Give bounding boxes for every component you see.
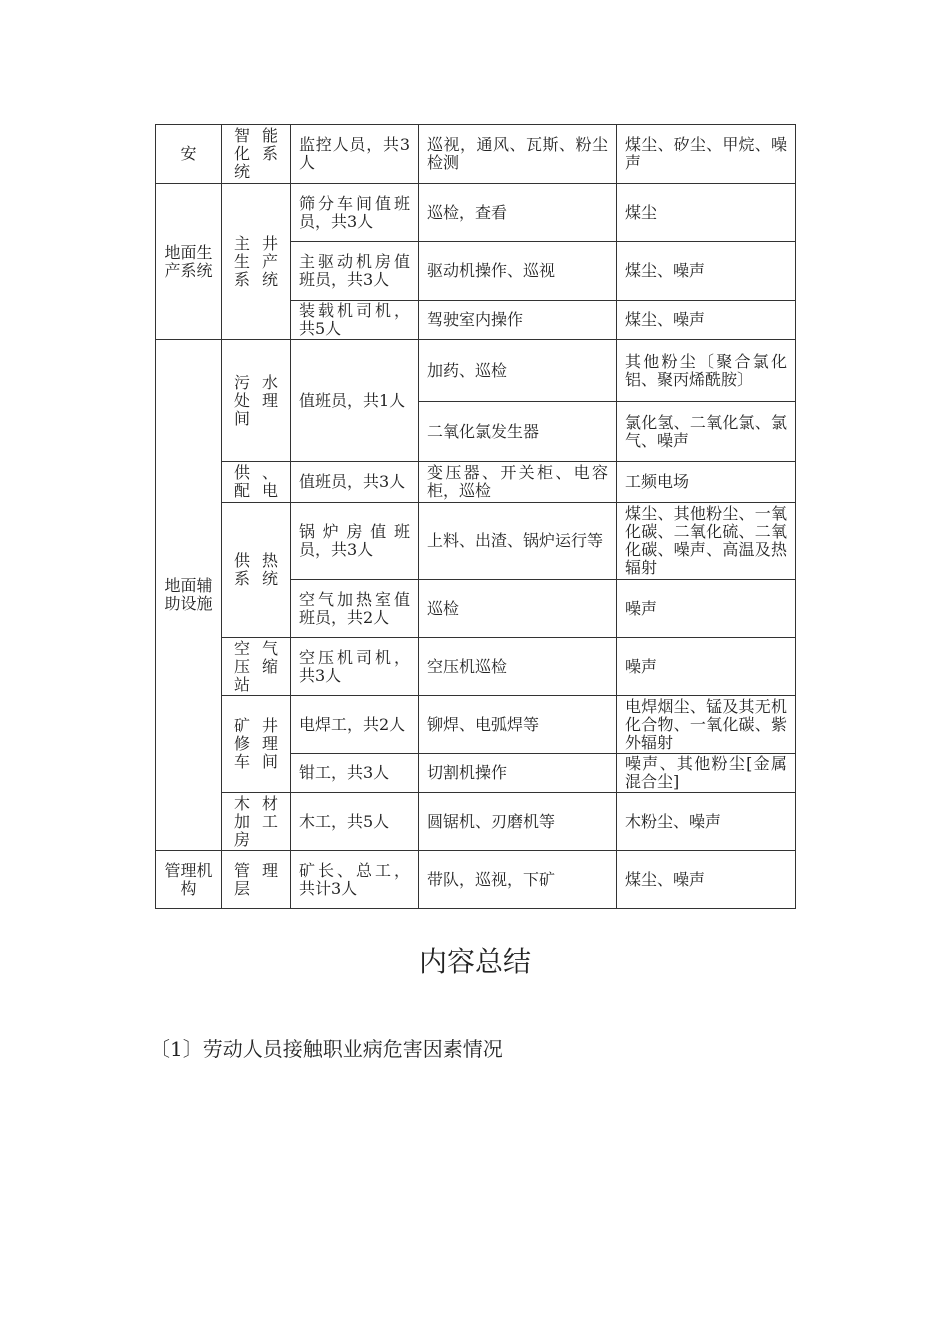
table-cell: 铆焊、电弧焊等 bbox=[419, 696, 617, 754]
table-cell: 上料、出渣、锅炉运行等 bbox=[419, 503, 617, 580]
table-cell: 电焊烟尘、锰及其无机化合物、一氧化碳、紫外辐射 bbox=[617, 696, 796, 754]
table-row bbox=[156, 340, 796, 402]
table-cell: 装载机司机，共5人 bbox=[291, 301, 419, 340]
table-row bbox=[156, 638, 796, 696]
table-cell: 二氧化氯发生器 bbox=[419, 402, 617, 462]
table-cell: 筛分车间值班员，共3人 bbox=[291, 184, 419, 242]
table-cell: 噪声、其他粉尘[金属混合尘] bbox=[617, 754, 796, 793]
table-cell: 空压机巡检 bbox=[419, 638, 617, 696]
hazard-table bbox=[155, 124, 796, 909]
table-cell: 供热系统 bbox=[222, 503, 291, 638]
table-cell: 木材加工房 bbox=[222, 793, 291, 851]
table-cell: 地面生产系统 bbox=[156, 184, 222, 340]
table-cell: 煤尘、噪声 bbox=[617, 301, 796, 340]
table-cell: 工频电场 bbox=[617, 462, 796, 503]
table-row bbox=[156, 125, 796, 184]
table-cell: 智能化系统 bbox=[222, 125, 291, 184]
table-cell: 空气加热室值班员，共2人 bbox=[291, 580, 419, 638]
table-cell: 污水处理间 bbox=[222, 340, 291, 462]
table-cell: 煤尘、噪声 bbox=[617, 242, 796, 301]
table-cell: 加药、巡检 bbox=[419, 340, 617, 402]
table-cell: 带队，巡视，下矿 bbox=[419, 851, 617, 909]
table-row bbox=[156, 696, 796, 754]
table-cell: 圆锯机、刃磨机等 bbox=[419, 793, 617, 851]
table-cell: 木粉尘、噪声 bbox=[617, 793, 796, 851]
table-cell: 煤尘、其他粉尘、一氧化碳、二氧化硫、二氧化碳、噪声、高温及热辐射 bbox=[617, 503, 796, 580]
table-cell: 驱动机操作、巡视 bbox=[419, 242, 617, 301]
table-cell: 供、配电 bbox=[222, 462, 291, 503]
table-cell: 煤尘 bbox=[617, 184, 796, 242]
table-cell: 巡视，通风、瓦斯、粉尘检测 bbox=[419, 125, 617, 184]
table-cell: 矿井修理车间 bbox=[222, 696, 291, 793]
table-cell: 主驱动机房值班员，共3人 bbox=[291, 242, 419, 301]
table-cell: 煤尘、噪声 bbox=[617, 851, 796, 909]
table-cell: 驾驶室内操作 bbox=[419, 301, 617, 340]
table-cell: 煤尘、矽尘、甲烷、噪声 bbox=[617, 125, 796, 184]
table-cell: 主井生产系统 bbox=[222, 184, 291, 340]
table-cell: 噪声 bbox=[617, 580, 796, 638]
table-cell: 其他粉尘〔聚合氯化铝、聚丙烯酰胺〕 bbox=[617, 340, 796, 402]
table-cell: 锅炉房值班员，共3人 bbox=[291, 503, 419, 580]
section-item: 〔1〕劳动人员接触职业病危害因素情况 bbox=[150, 1037, 503, 1061]
table-cell: 巡检，查看 bbox=[419, 184, 617, 242]
table-cell: 钳工，共3人 bbox=[291, 754, 419, 793]
table-cell: 地面辅助设施 bbox=[156, 340, 222, 851]
table-cell: 空压机司机，共3人 bbox=[291, 638, 419, 696]
table-cell: 噪声 bbox=[617, 638, 796, 696]
table-cell: 电焊工，共2人 bbox=[291, 696, 419, 754]
table-cell: 矿长、总工，共计3人 bbox=[291, 851, 419, 909]
table-row bbox=[156, 184, 796, 242]
table-cell: 管理机构 bbox=[156, 851, 222, 909]
table-cell: 氯化氢、二氧化氯、氯气、噪声 bbox=[617, 402, 796, 462]
table-cell: 变压器、开关柜、电容柜，巡检 bbox=[419, 462, 617, 503]
table-cell: 管理层 bbox=[222, 851, 291, 909]
table-row bbox=[156, 851, 796, 909]
table-cell: 值班员，共1人 bbox=[291, 340, 419, 462]
table-cell: 值班员，共3人 bbox=[291, 462, 419, 503]
table-row bbox=[156, 503, 796, 580]
table-row bbox=[156, 462, 796, 503]
table-cell: 巡检 bbox=[419, 580, 617, 638]
table-row bbox=[156, 793, 796, 851]
table-cell: 监控人员，共3人 bbox=[291, 125, 419, 184]
section-title: 内容总结 bbox=[418, 945, 531, 978]
table-cell: 安 bbox=[156, 125, 222, 184]
table-cell: 切割机操作 bbox=[419, 754, 617, 793]
table-cell: 木工，共5人 bbox=[291, 793, 419, 851]
table-cell: 空气压缩站 bbox=[222, 638, 291, 696]
